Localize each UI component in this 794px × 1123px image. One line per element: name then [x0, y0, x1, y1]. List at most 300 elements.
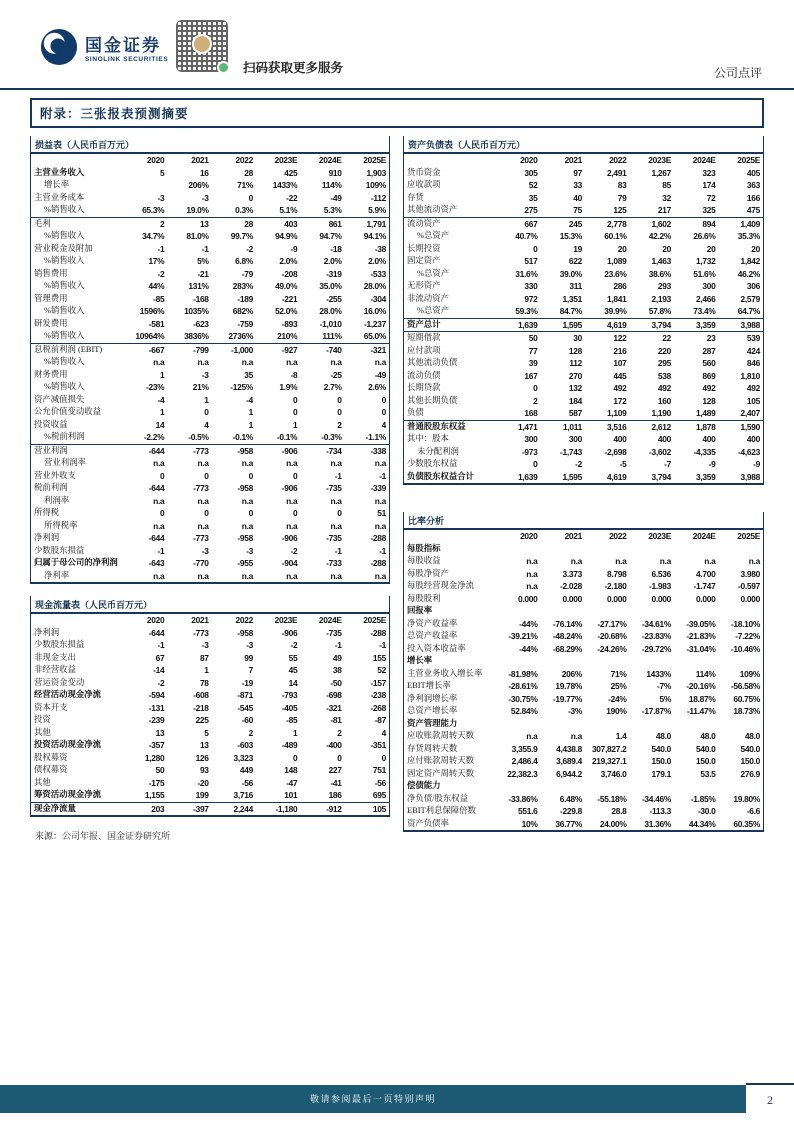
table-row: [404, 680, 763, 693]
value-cell: -288: [370, 533, 386, 543]
table-row: [404, 305, 763, 318]
value-cell: 1,595: [562, 471, 582, 482]
table-row: [31, 217, 389, 230]
value-cell: [585, 605, 630, 618]
table-row: [31, 482, 389, 495]
value-cell: -218: [193, 702, 209, 713]
year-cell: 2022: [609, 531, 627, 541]
value-cell: -1: [334, 470, 342, 481]
value-cell: -24.26%: [597, 643, 627, 654]
value-cell: 28.0%: [319, 306, 342, 316]
value-cell: 400: [613, 434, 627, 444]
value-cell: 3,746.0: [600, 768, 627, 779]
value-cell: 210%: [277, 331, 298, 341]
value-cell: -958: [237, 627, 253, 638]
table-row: [31, 495, 389, 508]
value-cell: 1433%: [272, 180, 298, 190]
value-cell: 20: [751, 243, 760, 254]
value-cell: -1: [201, 243, 209, 254]
value-cell: n.a: [374, 520, 386, 531]
value-cell: 19: [573, 243, 582, 254]
value-cell: -735: [326, 483, 342, 493]
value-cell: 1,590: [719, 420, 764, 433]
report-type-label: 公司点评: [713, 66, 762, 80]
value-cell: -112: [370, 192, 386, 203]
value-cell: -643: [148, 558, 165, 568]
row-label: 主营业务收入: [34, 167, 85, 177]
table-row: [404, 555, 763, 568]
value-cell: [674, 780, 719, 793]
row-label: 流动资产: [404, 217, 496, 230]
value-cell: -667: [123, 343, 167, 356]
value-cell: 0: [204, 470, 209, 481]
row-label: 存货: [407, 192, 424, 202]
table-row: [404, 255, 763, 268]
value-cell: 75: [573, 205, 582, 215]
value-cell: -81.98%: [508, 668, 538, 679]
value-cell: -48.24%: [552, 631, 582, 641]
row-label: [404, 154, 496, 167]
value-cell: -958: [237, 533, 253, 543]
table-row: [31, 293, 389, 306]
value-cell: 0: [292, 394, 298, 405]
value-cell: n.a: [241, 495, 253, 506]
value-cell: 2.7%: [323, 382, 342, 392]
value-cell: 99.7%: [230, 231, 253, 241]
value-cell: 538: [657, 370, 671, 381]
value-cell: -4,623: [738, 446, 760, 457]
value-cell: -603: [237, 740, 253, 750]
table-row: [404, 217, 763, 230]
value-cell: n.a: [374, 458, 386, 468]
row-label: 普通股股东权益: [404, 420, 496, 433]
table-row: [404, 471, 763, 484]
table-row: [31, 369, 389, 382]
value-cell: 0: [159, 508, 165, 518]
year-cell: 2024E: [318, 615, 342, 625]
value-cell: 2.0%: [368, 256, 386, 266]
value-cell: 51: [377, 508, 386, 518]
value-cell: 8.798: [607, 568, 627, 579]
value-cell: 19.78%: [555, 681, 582, 691]
value-cell: [630, 780, 675, 793]
value-cell: 19.0%: [186, 205, 209, 215]
value-cell: -2,698: [604, 446, 627, 457]
row-label: 非现金支出: [34, 652, 76, 662]
table-row: [404, 605, 763, 618]
value-cell: -11.47%: [686, 706, 716, 716]
value-cell: n.a: [241, 458, 253, 468]
value-cell: -44%: [519, 643, 538, 654]
value-cell: -24%: [608, 693, 627, 704]
value-cell: 300: [524, 434, 538, 444]
table-row: [31, 330, 389, 343]
cash_flow-grid: [31, 614, 389, 815]
sinolink-logo-icon: [40, 28, 78, 66]
value-cell: 184: [568, 395, 582, 406]
row-label: 其他: [34, 777, 51, 787]
value-cell: -41: [330, 777, 342, 788]
value-cell: 363: [746, 180, 760, 190]
value-cell: 14: [288, 677, 298, 688]
value-cell: 16: [199, 167, 209, 178]
table-row: [404, 268, 763, 281]
value-cell: -2: [290, 545, 298, 556]
value-cell: 5: [159, 167, 165, 178]
value-cell: 1: [248, 407, 253, 417]
row-label: 营业税金及附加: [34, 243, 93, 253]
value-cell: -229.8: [560, 806, 582, 816]
value-cell: 539: [746, 333, 760, 343]
value-cell: n.a: [197, 357, 209, 367]
value-cell: -175: [148, 777, 165, 788]
value-cell: 3.980: [740, 568, 760, 579]
row-label: 未分配利润: [417, 446, 459, 456]
value-cell: [585, 543, 630, 556]
value-cell: -27.17%: [597, 618, 627, 629]
value-cell: 3,516: [585, 420, 630, 433]
row-label: 少数股东损益: [34, 640, 85, 649]
row-label: 股权募资: [34, 752, 68, 762]
value-cell: 19.80%: [733, 793, 760, 804]
value-cell: 2: [533, 395, 538, 406]
value-cell: -608: [193, 690, 209, 700]
value-cell: 540.0: [651, 743, 671, 754]
row-label: 负债股东权益合计: [407, 471, 474, 481]
value-cell: -351: [370, 740, 386, 750]
table-row: [31, 470, 389, 483]
value-cell: n.a: [526, 581, 538, 591]
value-cell: -221: [281, 293, 298, 304]
table-row: [404, 755, 763, 768]
value-cell: -400: [326, 740, 342, 750]
value-cell: 405: [746, 167, 760, 178]
value-cell: -208: [281, 268, 298, 279]
value-cell: -533: [370, 268, 386, 279]
value-cell: -0.1%: [276, 432, 298, 442]
value-cell: -6.6: [746, 806, 760, 816]
value-cell: n.a: [241, 570, 253, 581]
logo-text: [85, 31, 168, 63]
value-cell: -7: [664, 459, 671, 469]
value-cell: 17%: [148, 256, 165, 266]
value-cell: -623: [193, 318, 209, 329]
value-cell: 16.0%: [363, 306, 386, 316]
row-label: 其他流动负债: [407, 358, 458, 367]
value-cell: 293: [657, 281, 671, 291]
value-cell: -397: [167, 802, 211, 815]
value-cell: -958: [212, 444, 256, 457]
table-row: [404, 318, 763, 332]
value-cell: n.a: [374, 570, 386, 581]
row-label: 研发费用: [34, 318, 68, 328]
value-cell: -33.86%: [508, 793, 538, 804]
table-row: [31, 520, 389, 533]
row-label: [31, 614, 123, 627]
value-cell: 114%: [695, 668, 716, 679]
value-cell: 540.0: [696, 743, 716, 754]
row-label: 货币资金: [407, 167, 441, 177]
row-label: 净资产收益率: [407, 618, 458, 628]
year-cell: 2021: [191, 615, 209, 625]
value-cell: n.a: [526, 556, 538, 566]
value-cell: n.a: [153, 570, 165, 581]
value-cell: -20.68%: [597, 631, 627, 641]
year-cell: 2023E: [648, 531, 671, 541]
value-cell: [630, 605, 675, 618]
table-row: [31, 764, 389, 777]
value-cell: 125: [613, 205, 627, 215]
value-cell: 13: [155, 727, 165, 738]
value-cell: 1,351: [562, 293, 582, 304]
value-cell: n.a: [659, 556, 671, 566]
value-cell: 0.000: [518, 593, 538, 604]
value-cell: 97: [573, 167, 582, 178]
value-cell: 128: [568, 345, 582, 356]
value-cell: 48.0: [744, 731, 760, 741]
value-cell: -34.46%: [641, 793, 671, 804]
value-cell: 6.8%: [235, 256, 253, 266]
value-cell: 25%: [610, 681, 627, 691]
value-cell: 111%: [322, 331, 342, 341]
table-row: [31, 727, 389, 740]
table-row: [404, 543, 763, 556]
value-cell: 50: [528, 333, 538, 343]
value-cell: 60.35%: [733, 818, 760, 829]
value-cell: 0: [337, 407, 342, 417]
value-cell: -87: [374, 715, 386, 725]
income-statement-title: 损益表（人民币百万元）: [31, 136, 389, 154]
table-row: [404, 407, 763, 420]
row-label: 公允价值变动收益: [34, 407, 101, 416]
value-cell: n.a: [704, 556, 716, 566]
value-cell: 846: [746, 358, 760, 368]
value-cell: -19.77%: [552, 693, 582, 704]
row-label: 长期贷款: [407, 383, 441, 392]
value-cell: 0: [337, 752, 342, 763]
year-cell: 2023E: [274, 615, 298, 625]
value-cell: 276.9: [740, 768, 760, 779]
value-cell: 20: [662, 243, 671, 254]
value-cell: 34.7%: [142, 231, 165, 241]
row-label: %税前利润: [44, 432, 85, 441]
value-cell: 1,489: [696, 408, 716, 418]
value-cell: -2: [290, 640, 298, 650]
value-cell: 295: [657, 358, 671, 368]
value-cell: 1,903: [366, 167, 386, 178]
value-cell: n.a: [330, 570, 342, 581]
value-cell: 1596%: [139, 306, 165, 316]
year-cell: 2022: [235, 155, 253, 165]
page-number: 2: [767, 1093, 773, 1107]
value-cell: 38: [332, 665, 342, 675]
value-cell: 0: [381, 394, 386, 405]
value-cell: -581: [148, 318, 165, 329]
value-cell: 51.6%: [693, 268, 716, 279]
value-cell: -85: [153, 293, 165, 304]
row-label: 投资: [34, 715, 51, 724]
value-cell: -10.46%: [730, 643, 760, 654]
value-cell: 4: [381, 419, 386, 430]
table-row: [404, 655, 763, 668]
row-label: 回报率: [407, 606, 433, 615]
value-cell: 449: [239, 765, 253, 775]
value-cell: n.a: [197, 495, 209, 506]
value-cell: 44.34%: [688, 818, 716, 829]
row-label: 其他长期负债: [407, 395, 458, 405]
value-cell: -20: [197, 777, 209, 788]
table-row: [404, 395, 763, 408]
value-cell: 4,619: [585, 318, 630, 332]
year-cell: 2022: [235, 615, 253, 625]
value-cell: -773: [193, 483, 209, 493]
row-label: 无形资产: [407, 281, 441, 290]
value-cell: 1,639: [518, 471, 538, 482]
value-cell: -2.180: [604, 581, 627, 591]
value-cell: 94.7%: [319, 231, 342, 241]
value-cell: -906: [281, 627, 298, 638]
value-cell: 122: [613, 333, 627, 343]
appendix-title-box: [30, 98, 764, 128]
value-cell: 492: [702, 383, 716, 393]
value-cell: 59.3%: [515, 306, 538, 316]
value-cell: [674, 543, 719, 556]
table-row: [404, 568, 763, 581]
value-cell: 3,988: [740, 471, 760, 482]
value-cell: -955: [237, 558, 253, 568]
row-label: 投资活动现金净流: [34, 740, 101, 749]
value-cell: -17.87%: [641, 706, 671, 716]
row-label: %销售收入: [44, 382, 85, 391]
row-label: 净利润增长率: [407, 693, 458, 703]
value-cell: -733: [326, 558, 342, 568]
value-cell: 0: [533, 459, 538, 469]
value-cell: -3: [201, 545, 209, 556]
value-cell: 1,280: [144, 752, 165, 763]
value-cell: -321: [345, 343, 389, 356]
table-row: [31, 752, 389, 765]
year-cell: 2021: [191, 155, 209, 165]
table-row: [404, 580, 763, 593]
value-cell: 225: [195, 715, 209, 725]
table-row: [31, 664, 389, 677]
row-label: EBIT增长率: [407, 681, 451, 690]
year-cell: 2021: [564, 155, 582, 165]
value-cell: -2: [157, 268, 165, 279]
value-cell: 160: [657, 395, 671, 406]
value-cell: 4.700: [696, 568, 716, 579]
value-cell: -56: [374, 777, 386, 788]
value-cell: 64.7%: [737, 306, 760, 316]
table-row: [31, 532, 389, 545]
table-row: [31, 318, 389, 331]
row-label: 固定资产: [407, 256, 441, 265]
year-cell: 2020: [146, 155, 165, 165]
row-label: 归属于母公司的净利润: [34, 558, 118, 567]
value-cell: -21: [197, 268, 209, 279]
value-cell: [719, 780, 764, 793]
value-cell: -0.5%: [188, 432, 209, 442]
value-cell: 99: [244, 652, 253, 663]
row-label: 利润率: [44, 495, 70, 505]
row-label: %销售收入: [44, 256, 85, 265]
value-cell: 109%: [739, 668, 760, 679]
value-cell: 105: [345, 802, 389, 815]
income-statement-table: [30, 136, 390, 584]
value-cell: 219,327.1: [591, 756, 627, 766]
source-note: 来源：公司年报、国金证券研究所: [35, 831, 171, 841]
value-cell: 1: [248, 419, 253, 430]
table-row: [404, 793, 763, 806]
value-cell: 186: [328, 790, 342, 800]
value-cell: -4,335: [693, 446, 716, 457]
value-cell: -50: [330, 677, 342, 688]
table-row: [404, 643, 763, 656]
value-cell: 1,595: [541, 318, 586, 332]
value-cell: n.a: [526, 731, 538, 741]
value-cell: -321: [326, 702, 342, 713]
table-row: [31, 406, 389, 419]
table-row: [31, 739, 389, 752]
table-row: [404, 805, 763, 818]
value-cell: 2736%: [228, 331, 253, 341]
row-label: [404, 530, 496, 543]
value-cell: 4,438.8: [556, 743, 582, 754]
table-row: [31, 204, 389, 217]
value-cell: 0.000: [607, 593, 627, 604]
value-cell: 5%: [197, 256, 209, 266]
value-cell: 15.3%: [559, 231, 582, 241]
row-label: 息税前利润 (EBIT): [31, 343, 123, 356]
value-cell: 67: [155, 652, 165, 663]
row-label: [31, 154, 123, 167]
value-cell: 84.7%: [559, 306, 582, 316]
value-cell: -735: [326, 533, 342, 543]
value-cell: -239: [148, 715, 165, 725]
value-cell: n.a: [153, 458, 165, 468]
value-cell: -189: [237, 293, 253, 304]
year-cell: 2020: [520, 155, 538, 165]
row-label: 其他: [34, 727, 51, 737]
value-cell: n.a: [570, 556, 582, 566]
value-cell: -958: [237, 483, 253, 493]
value-cell: 894: [674, 217, 719, 230]
value-cell: n.a: [197, 520, 209, 531]
value-cell: 85: [662, 180, 671, 190]
row-label: 现金净流量: [31, 802, 123, 815]
value-cell: [541, 718, 586, 731]
value-cell: 0: [381, 407, 386, 417]
value-cell: 1,155: [144, 790, 165, 800]
value-cell: 150.0: [651, 756, 671, 766]
year-header-row: [404, 530, 763, 543]
value-cell: -735: [326, 627, 342, 638]
cash-flow-table: [30, 596, 390, 817]
value-cell: -56.58%: [730, 681, 760, 691]
value-cell: 0: [381, 752, 386, 763]
table-row: [31, 802, 389, 815]
row-label: 非经营收益: [34, 665, 76, 674]
value-cell: 1035%: [184, 306, 209, 316]
value-cell: 286: [613, 281, 627, 291]
value-cell: -14: [153, 665, 165, 675]
value-cell: -39.05%: [686, 618, 716, 629]
value-cell: -1.1%: [365, 432, 386, 442]
table-row: [404, 768, 763, 781]
value-cell: n.a: [241, 520, 253, 531]
row-label: %销售收入: [44, 357, 85, 366]
table-row: [31, 444, 389, 457]
